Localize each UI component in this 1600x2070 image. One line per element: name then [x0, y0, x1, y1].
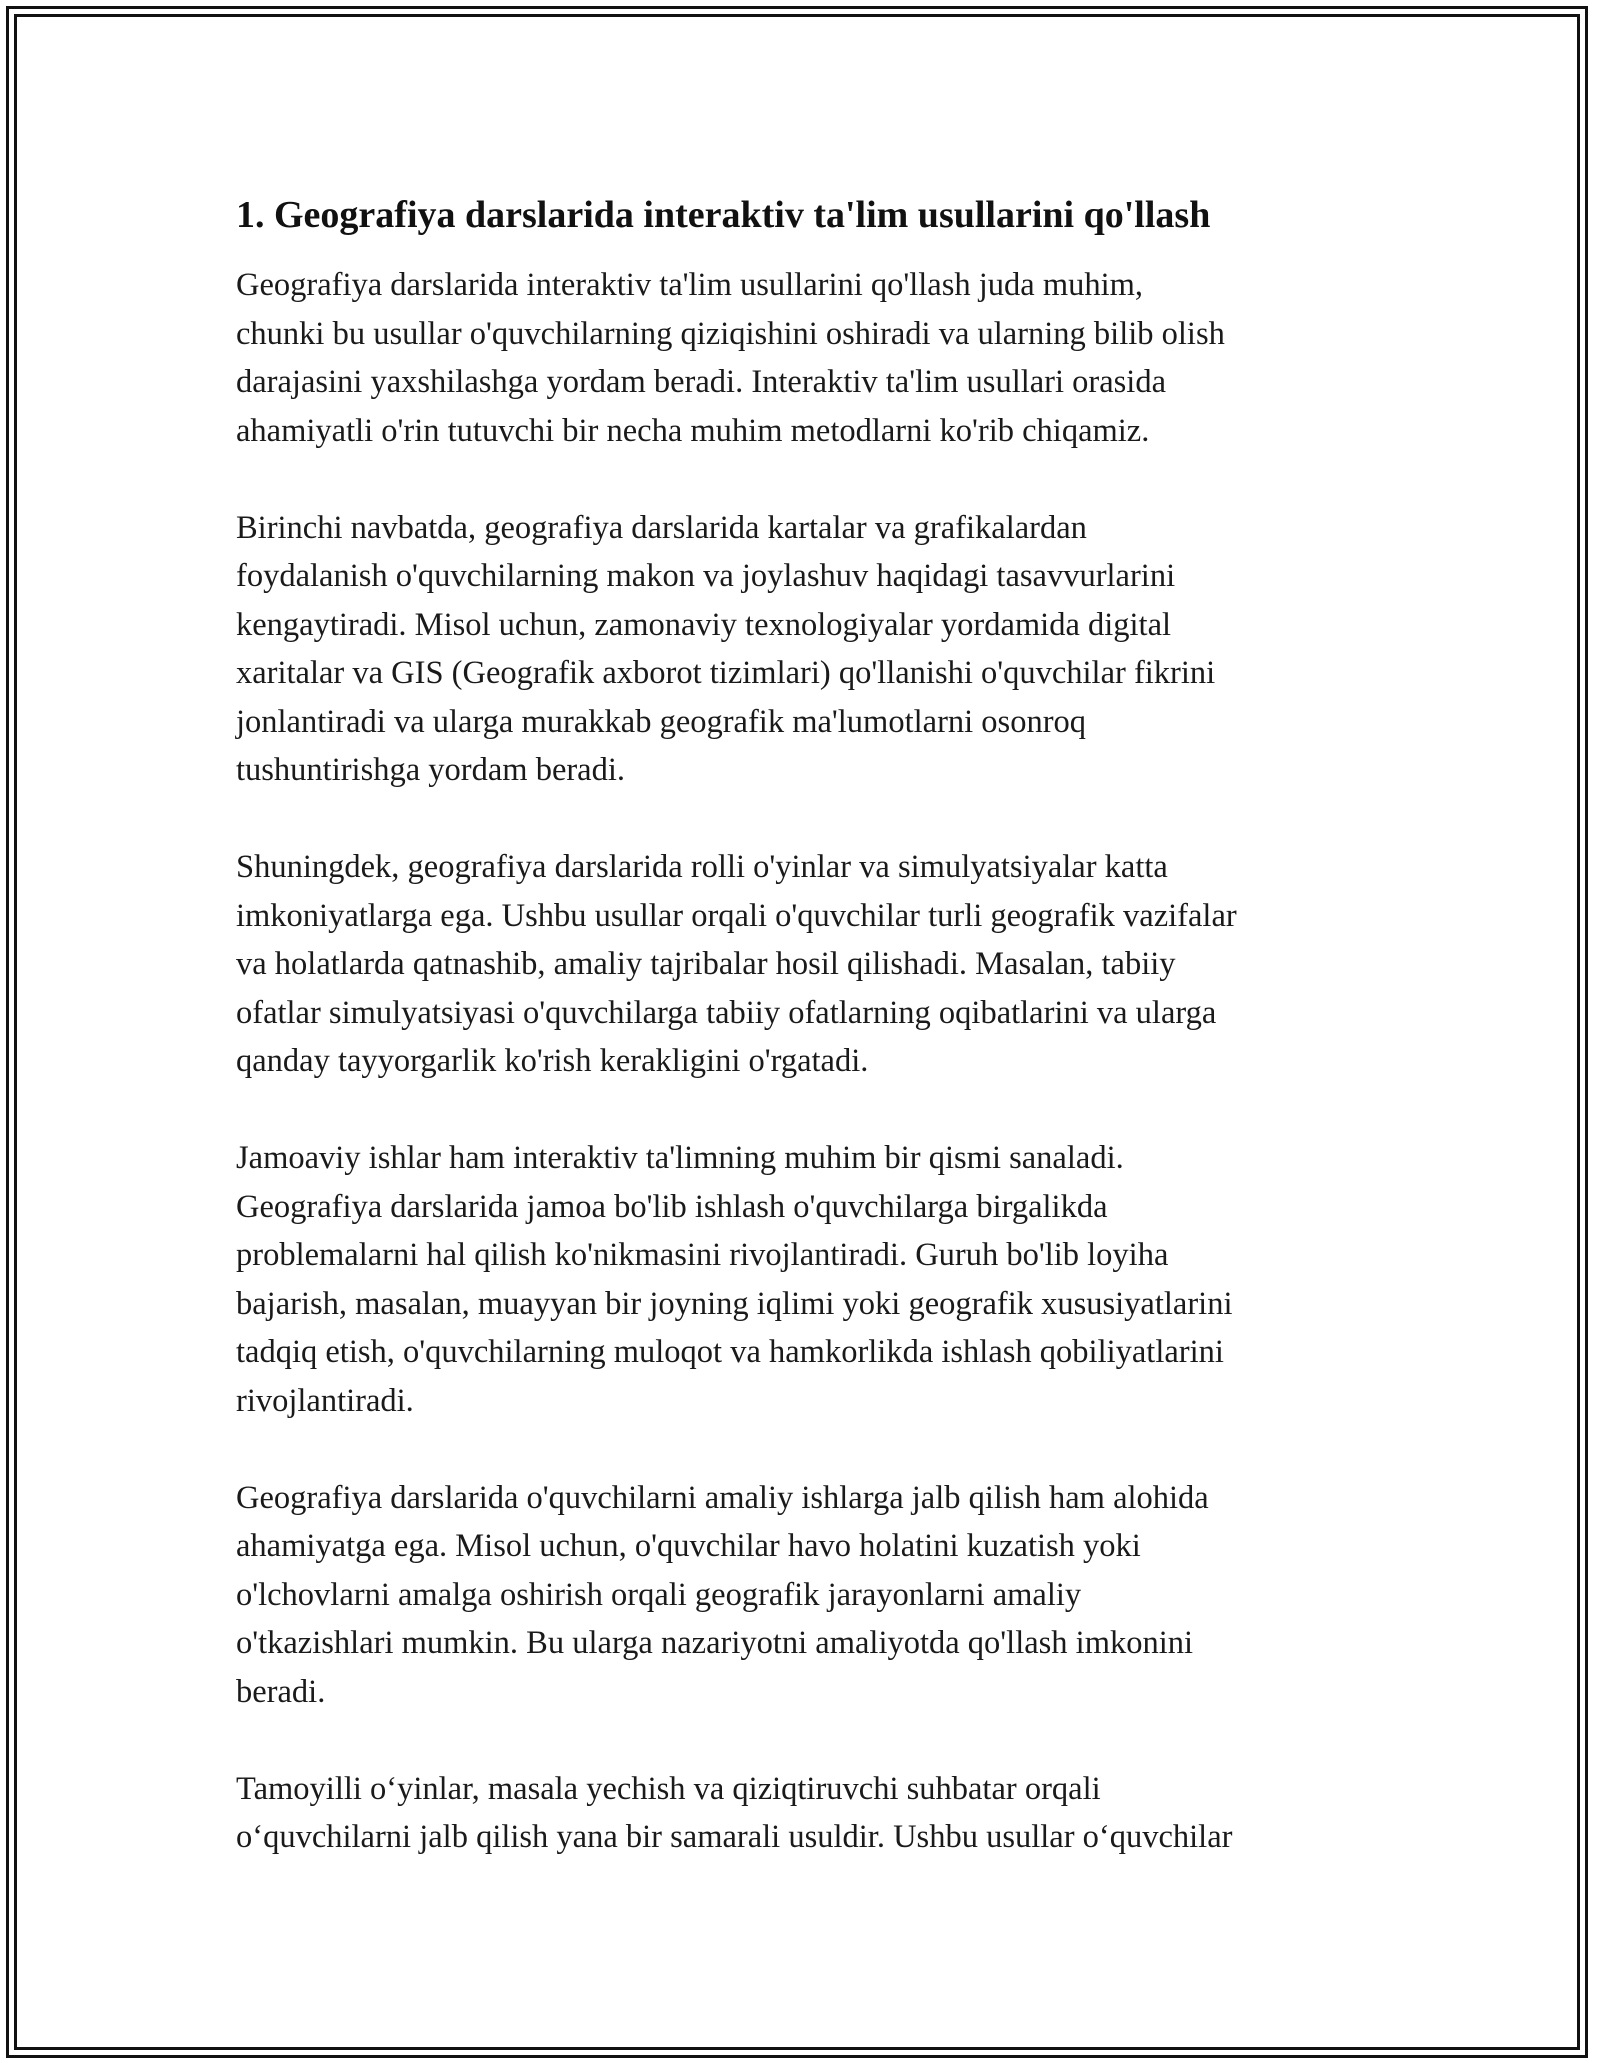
paragraph-line: ahamiyatli o'rin tutuvchi bir necha muhim metodlarni ko'rib chiqamiz.	[236, 412, 1150, 449]
paragraph-maps	[236, 504, 1376, 795]
paragraph-intro	[236, 261, 1376, 455]
paragraph-line: Shuningdek, geografiya darslarida rolli o'yinlar va simulyatsiyalar katta	[236, 849, 1168, 885]
document-body	[236, 180, 1376, 1910]
paragraph-line: tushuntirishga yordam beradi.	[236, 752, 626, 788]
paragraph-line: xaritalar va GIS (Geografik axborot tizimlari) qo'llanishi o'quvchilar fikrini	[236, 655, 1216, 691]
paragraph-line: ahamiyatga ega. Misol uchun, o'quvchilar havo holatini kuzatish yoki	[236, 1528, 1141, 1564]
paragraph-role-play	[236, 843, 1376, 1086]
paragraph-line: o'lchovlarni amalga oshirish orqali geografik jarayonlarni amaliy	[236, 1576, 1082, 1613]
paragraph-line: Birinchi navbatda, geografiya darslarida kartalar va grafikalardan	[236, 509, 1087, 546]
paragraph-line: Geografiya darslarida interaktiv ta'lim usullarini qo'llash juda muhim,	[236, 267, 1144, 303]
paragraph-line: Geografiya darslarida o'quvchilarni amaliy ishlarga jalb qilish ham alohida	[236, 1479, 1209, 1516]
paragraph-line: darajasini yaxshilashga yordam beradi. Interaktiv ta'lim usullari orasida	[236, 364, 1167, 400]
paragraph-line: beradi.	[236, 1673, 326, 1710]
paragraph-line: Tamoyilli oʻyinlar, masala yechish va qiziqtiruvchi suhbatar orqali	[236, 1770, 1101, 1807]
paragraph-line: oʻquvchilarni jalb qilish yana bir samarali usuldir. Ushbu usullar oʻquvchilar	[236, 1819, 1233, 1855]
paragraph-line: rivojlantiradi.	[236, 1382, 414, 1419]
paragraph-line: o'tkazishlari mumkin. Bu ularga nazariyotni amaliyotda qo'llash imkonini	[236, 1625, 1194, 1661]
paragraph-line: qanday tayyorgarlik ko'rish kerakligini o'rgatadi.	[236, 1043, 869, 1079]
paragraph-games	[236, 1765, 1376, 1862]
paragraph-line: Jamoaviy ishlar ham interaktiv ta'limning muhim bir qismi sanaladi.	[236, 1140, 1124, 1176]
paragraph-line: ofatlar simulyatsiyasi o'quvchilarga tabiiy ofatlarning oqibatlarini va ularga	[236, 994, 1217, 1031]
paragraph-line: foydalanish o'quvchilarning makon va joylashuv haqidagi tasavvurlarini	[236, 558, 1176, 594]
paragraph-line: problemalarni hal qilish ko'nikmasini rivojlantiradi. Guruh bo'lib loyiha	[236, 1237, 1169, 1273]
paragraph-line: va holatlarda qatnashib, amaliy tajribalar hosil qilishadi. Masalan, tabiiy	[236, 946, 1176, 982]
paragraph-line: chunki bu usullar o'quvchilarning qiziqishini oshiradi va ularning bilib olish	[236, 315, 1225, 352]
paragraph-teamwork	[236, 1134, 1376, 1425]
paragraph-line: bajarish, masalan, muayyan bir joyning iqlimi yoki geografik xususiyatlarini	[236, 1285, 1233, 1322]
paragraph-line: kengaytiradi. Misol uchun, zamonaviy texnologiyalar yordamida digital	[236, 606, 1172, 643]
paragraph-line: jonlantiradi va ularga murakkab geografik ma'lumotlarni osonroq	[236, 703, 1087, 740]
paragraph-practical-work	[236, 1474, 1376, 1717]
section-heading: 1. Geografiya darslarida interaktiv ta'lim usullarini qo'llash	[236, 194, 1211, 236]
paragraph-line: Geografiya darslarida jamoa bo'lib ishlash o'quvchilarga birgalikda	[236, 1188, 1108, 1225]
paragraph-line: imkoniyatlarga ega. Ushbu usullar orqali o'quvchilar turli geografik vazifalar	[236, 897, 1237, 934]
paragraph-line: tadqiq etish, o'quvchilarning muloqot va hamkorlikda ishlash qobiliyatlarini	[236, 1334, 1224, 1370]
